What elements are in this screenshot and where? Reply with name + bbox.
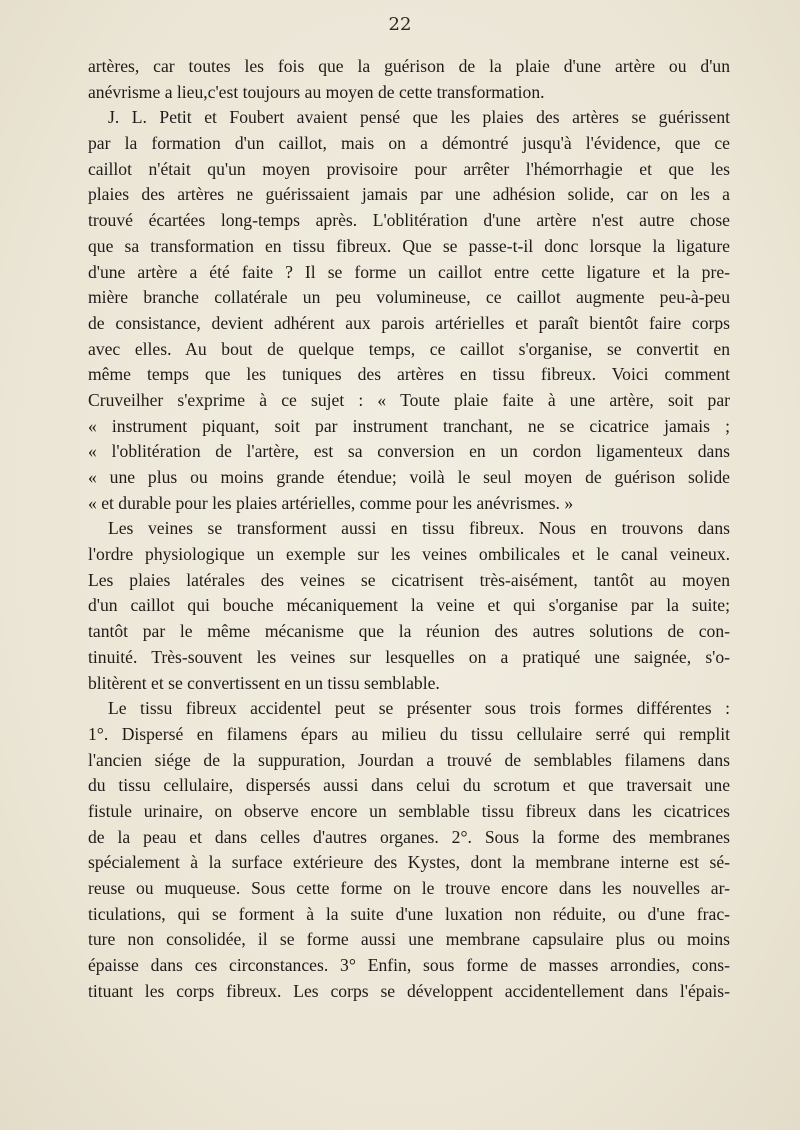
- text-line: artères, car toutes les fois que la guérison de la plaie d'une artère ou d'un: [88, 56, 730, 76]
- text-line: J. L. Petit et Foubert avaient pensé que les plaies des artères se guérissent: [108, 107, 730, 128]
- text-line: Cruveilher s'exprime à ce sujet : « Toute plaie faite à une artère, soit par: [88, 389, 730, 410]
- text-line: plaies des artères ne guérissaient jamais par une adhésion solide, car on les a: [88, 184, 730, 205]
- text-line: tantôt par le même mécanisme que la réunion des autres solutions de con-: [88, 621, 730, 642]
- text-line: par la formation d'un caillot, mais on a démontré jusqu'à l'évidence, que ce: [88, 133, 730, 154]
- text-line: Les veines se transforment aussi en tissu fibreux. Nous en trouvons dans: [108, 518, 730, 539]
- text-line: ticulations, qui se forment à la suite d'une luxation non réduite, ou d'une frac-: [88, 903, 730, 924]
- text-line: trouvé écartées long-temps après. L'oblitération d'une artère n'est autre chose: [88, 210, 730, 231]
- text-line: tinuité. Très-souvent les veines sur lesquelles on a pratiqué une saignée, s'o-: [88, 646, 730, 667]
- text-line: de la peau et dans celles d'autres organes. 2°. Sous la forme des membranes: [88, 826, 730, 847]
- text-line: du tissu cellulaire, dispersés aussi dans celui du scrotum et que traversait une: [88, 775, 730, 796]
- text-line: de consistance, devient adhérent aux parois artérielles et paraît bientôt faire corps: [88, 312, 730, 333]
- text-line: fistule urinaire, on observe encore un semblable tissu fibreux dans les cicatrices: [88, 800, 730, 821]
- text-line: spécialement à la surface extérieure des Kystes, dont la membrane interne est sé-: [88, 852, 730, 873]
- text-line: d'une artère a été faite ? Il se forme un caillot entre cette ligature et la pre-: [88, 261, 730, 282]
- text-line: avec elles. Au bout de quelque temps, ce caillot s'organise, se convertit en: [88, 338, 730, 359]
- text-line: « une plus ou moins grande étendue; voilà le seul moyen de guérison solide: [88, 467, 730, 487]
- text-line: anévrisme a lieu,c'est toujours au moyen de cette transformation.: [88, 81, 545, 102]
- text-line: épaisse dans ces circonstances. 3° Enfin, sous forme de masses arrondies, cons-: [88, 955, 730, 976]
- text-line: même temps que les tuniques des artères en tissu fibreux. Voici comment: [88, 364, 730, 385]
- page-number: 22: [388, 14, 412, 35]
- text-line: « et durable pour les plaies artérielles, comme pour les anévrismes. »: [88, 492, 574, 513]
- text-line: l'ancien siége de la suppuration, Jourdan a trouvé de semblables filamens dans: [88, 749, 730, 770]
- text-line: « instrument piquant, soit par instrument tranchant, ne se cicatrice jamais ;: [88, 415, 730, 436]
- text-line: que sa transformation en tissu fibreux. Que se passe-t-il donc lorsque la ligature: [88, 235, 730, 256]
- text-line: tituant les corps fibreux. Les corps se développent accidentellement dans l'épais-: [88, 980, 730, 1001]
- text-line: blitèrent et se convertissent en un tissu semblable.: [88, 672, 440, 693]
- text-line: reuse ou muqueuse. Sous cette forme on le trouve encore dans les nouvelles ar-: [88, 878, 730, 898]
- text-line: Les plaies latérales des veines se cicatrisent très-aisément, tantôt au moyen: [88, 569, 730, 590]
- text-line: d'un caillot qui bouche mécaniquement la veine et qui s'organise par la suite;: [88, 595, 730, 616]
- text-line: l'ordre physiologique un exemple sur les veines ombilicales et le canal veineux.: [88, 544, 730, 565]
- body-text: [88, 54, 730, 1004]
- text-line: ture non consolidée, il se forme aussi une membrane capsulaire plus ou moins: [88, 929, 730, 950]
- text-line: mière branche collatérale un peu volumineuse, ce caillot augmente peu-à-peu: [88, 287, 730, 308]
- text-line: caillot n'était qu'un moyen provisoire pour arrêter l'hémorrhagie et que les: [88, 158, 730, 179]
- text-line: « l'oblitération de l'artère, est sa conversion en un cordon ligamenteux dans: [88, 441, 730, 462]
- text-line: 1°. Dispersé en filamens épars au milieu du tissu cellulaire serré qui remplit: [88, 723, 730, 744]
- text-line: Le tissu fibreux accidentel peut se présenter sous trois formes différentes :: [108, 698, 730, 719]
